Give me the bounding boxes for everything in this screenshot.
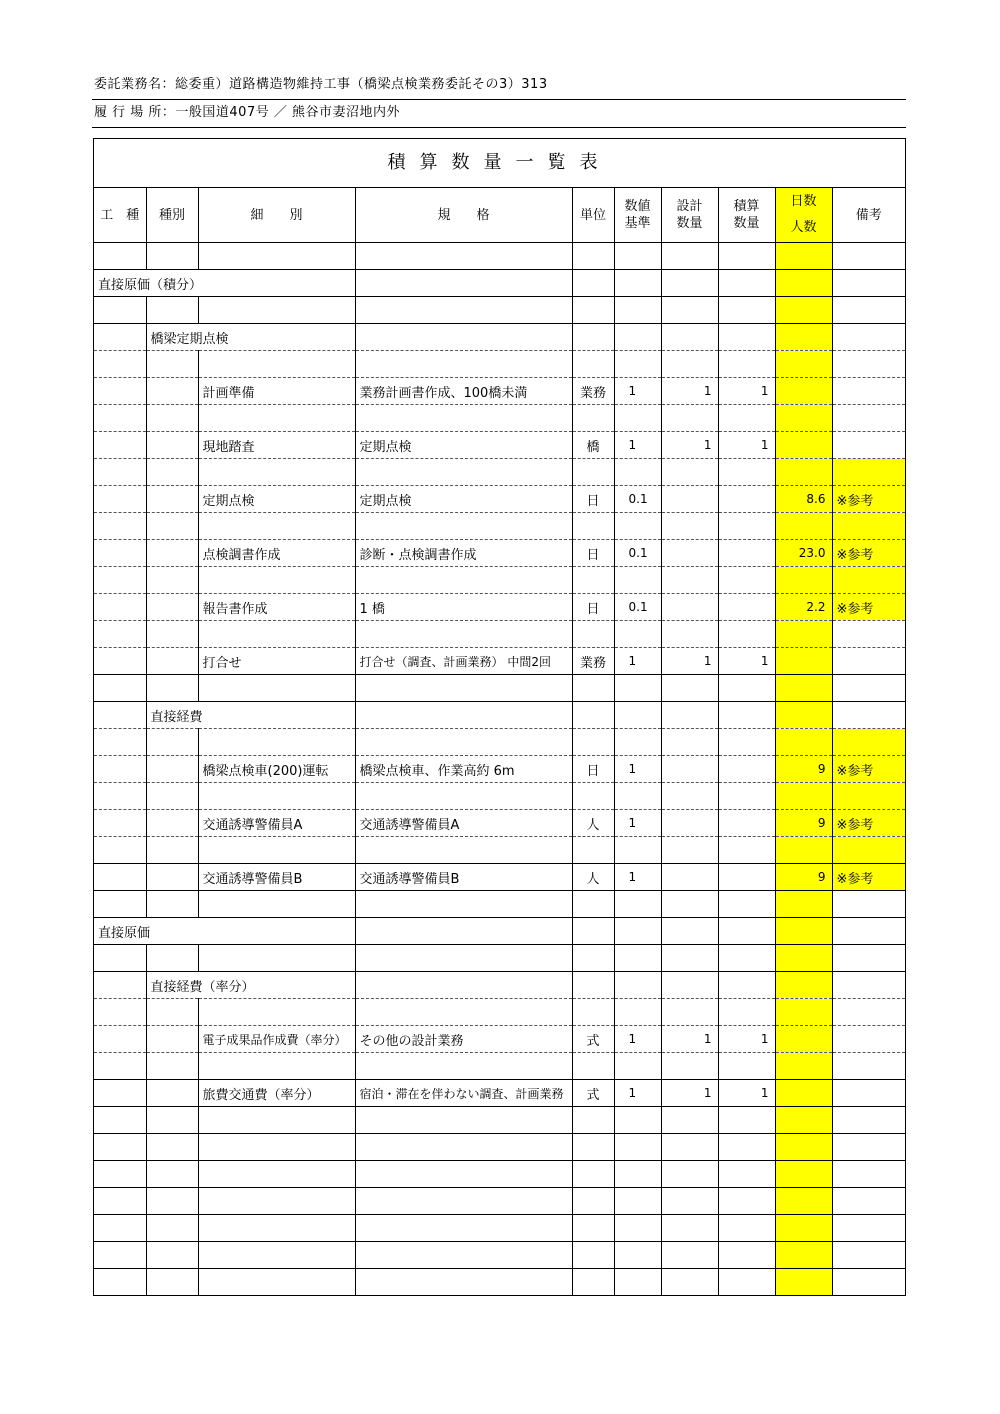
blank-row (94, 891, 905, 918)
blank-row (94, 1107, 905, 1134)
item-sekkei: 1 (703, 654, 712, 668)
item-saibetsu: 電子成果品作成費（率分） (202, 1032, 347, 1047)
item-saibetsu: 打合せ (202, 655, 242, 671)
blank-row (94, 297, 905, 324)
item-kijun: 1 (628, 654, 637, 668)
item-unit: 日 (586, 493, 600, 509)
item-saibetsu: 現地踏査 (202, 439, 255, 455)
col-sekkei: 設計 数量 (661, 188, 718, 243)
item-unit: 式 (586, 1033, 600, 1049)
item-bikou: ※参考 (836, 817, 874, 833)
item-nissu: 2.2 (806, 600, 826, 614)
blank-row (94, 405, 905, 432)
table-row (94, 486, 905, 513)
item-nissu: 9 (817, 870, 826, 884)
item-saibetsu: 計画準備 (202, 385, 255, 401)
blank-row (94, 1242, 905, 1269)
item-bikou: ※参考 (836, 547, 874, 563)
table-row (94, 378, 905, 405)
item-kijun: 1 (628, 816, 637, 830)
item-saibetsu: 報告書作成 (202, 601, 268, 617)
item-kikaku: 診断・点検調書作成 (359, 547, 477, 563)
item-unit: 日 (586, 763, 600, 779)
table-row (94, 432, 905, 459)
item-kikaku: 定期点検 (359, 439, 412, 455)
blank-row (94, 675, 905, 702)
item-saibetsu: 旅費交通費（率分） (202, 1087, 320, 1103)
table-row (94, 1026, 905, 1053)
blank-row (94, 351, 905, 378)
item-kikaku: 交通誘導警備員A (359, 817, 460, 833)
item-sekisan: 1 (760, 654, 769, 668)
subsection-label: 橋梁定期点検 (150, 331, 229, 347)
item-saibetsu: 交通誘導警備員A (202, 817, 303, 833)
section-row (94, 918, 905, 945)
item-bikou: ※参考 (836, 871, 874, 887)
item-saibetsu: 点検調書作成 (202, 547, 281, 563)
blank-row (94, 513, 905, 540)
table-row (94, 756, 905, 783)
item-kijun: 0.1 (628, 546, 648, 560)
item-bikou: ※参考 (836, 601, 874, 617)
item-kijun: 0.1 (628, 492, 648, 506)
blank-row (94, 945, 905, 972)
table-row (94, 594, 905, 621)
section-row (94, 270, 905, 297)
item-kijun: 1 (628, 1086, 637, 1100)
col-kijun: 数値 基準 (614, 188, 661, 243)
item-kijun: 1 (628, 1032, 637, 1046)
work-location: 履 行 場 所：一般国道407号 ／ 熊谷市妻沼地内外 (94, 105, 400, 120)
blank-row (94, 243, 905, 270)
subsection-label: 直接経費（率分） (150, 979, 255, 995)
item-sekisan: 1 (760, 438, 769, 452)
item-saibetsu: 定期点検 (202, 493, 255, 509)
item-kijun: 1 (628, 438, 637, 452)
blank-row (94, 783, 905, 810)
item-saibetsu: 橋梁点検車(200)運転 (202, 763, 329, 779)
quantity-table (94, 188, 905, 1295)
item-kikaku: その他の設計業務 (359, 1033, 464, 1049)
blank-row (94, 1134, 905, 1161)
item-sekkei: 1 (703, 1032, 712, 1046)
item-kikaku: 業務計画書作成、100橋未満 (359, 385, 528, 401)
item-unit: 人 (586, 871, 600, 887)
item-kikaku: 定期点検 (359, 493, 412, 509)
col-sekisan: 積算 数量 (718, 188, 775, 243)
item-sekisan: 1 (760, 1086, 769, 1100)
blank-row (94, 999, 905, 1026)
blank-row (94, 459, 905, 486)
item-sekkei: 1 (703, 438, 712, 452)
section-row (94, 702, 905, 729)
section-row (94, 972, 905, 999)
item-kikaku: 交通誘導警備員B (359, 871, 460, 887)
table-header-row (94, 188, 905, 243)
blank-row (94, 1269, 905, 1296)
item-sekisan: 1 (760, 384, 769, 398)
item-sekkei: 1 (703, 1086, 712, 1100)
item-kikaku: 宿泊・滞在を伴わない調査、計画業務 (359, 1086, 564, 1101)
blank-row (94, 567, 905, 594)
header-divider (92, 127, 906, 128)
item-nissu: 9 (817, 816, 826, 830)
table-row (94, 1080, 905, 1107)
item-kikaku: 打合せ（調査、計画業務） 中間2回 (359, 654, 551, 669)
col-shubetsu: 種別 (146, 188, 198, 243)
item-unit: 業務 (579, 385, 606, 401)
item-unit: 日 (586, 547, 600, 563)
item-kikaku: 1 橋 (359, 601, 385, 617)
col-saibetsu: 細 別 (198, 188, 355, 243)
item-nissu: 8.6 (806, 492, 826, 506)
item-saibetsu: 交通誘導警備員B (202, 871, 303, 887)
section-label: 直接原価（積分） (98, 277, 203, 293)
table-row (94, 810, 905, 837)
blank-row (94, 621, 905, 648)
quantity-sheet (93, 138, 906, 1296)
item-nissu: 9 (817, 762, 826, 776)
col-tani: 単位 (572, 188, 614, 243)
blank-row (94, 1188, 905, 1215)
blank-row (94, 729, 905, 756)
subsection-label: 直接経費 (150, 709, 203, 725)
item-unit: 業務 (579, 655, 606, 671)
item-kijun: 1 (628, 384, 637, 398)
item-bikou: ※参考 (836, 763, 874, 779)
col-bikou: 備考 (832, 188, 905, 243)
sheet-title: 積算数量一覧表 (94, 139, 905, 188)
item-unit: 橋 (586, 439, 600, 455)
item-unit: 式 (586, 1087, 600, 1103)
item-unit: 日 (586, 601, 600, 617)
col-kikaku: 規 格 (355, 188, 572, 243)
item-kikaku: 橋梁点検車、作業高約 6m (359, 763, 515, 779)
item-unit: 人 (586, 817, 600, 833)
item-sekkei: 1 (703, 384, 712, 398)
table-body (94, 243, 905, 1296)
section-row (94, 324, 905, 351)
col-nissu: 日数 人数 (775, 188, 832, 243)
table-row (94, 540, 905, 567)
item-kijun: 1 (628, 762, 637, 776)
section-label: 直接原価 (98, 925, 151, 941)
table-row (94, 648, 905, 675)
blank-row (94, 1161, 905, 1188)
item-bikou: ※参考 (836, 493, 874, 509)
blank-row (94, 837, 905, 864)
header-divider (92, 99, 906, 100)
item-kijun: 1 (628, 870, 637, 884)
blank-row (94, 1053, 905, 1080)
table-row (94, 864, 905, 891)
blank-row (94, 1215, 905, 1242)
item-sekisan: 1 (760, 1032, 769, 1046)
item-nissu: 23.0 (798, 546, 826, 560)
col-koushu: 工 種 (94, 188, 146, 243)
item-kijun: 0.1 (628, 600, 648, 614)
project-name: 委託業務名：総委重）道路構造物維持工事（橋梁点検業務委託その3）313 (94, 77, 548, 92)
